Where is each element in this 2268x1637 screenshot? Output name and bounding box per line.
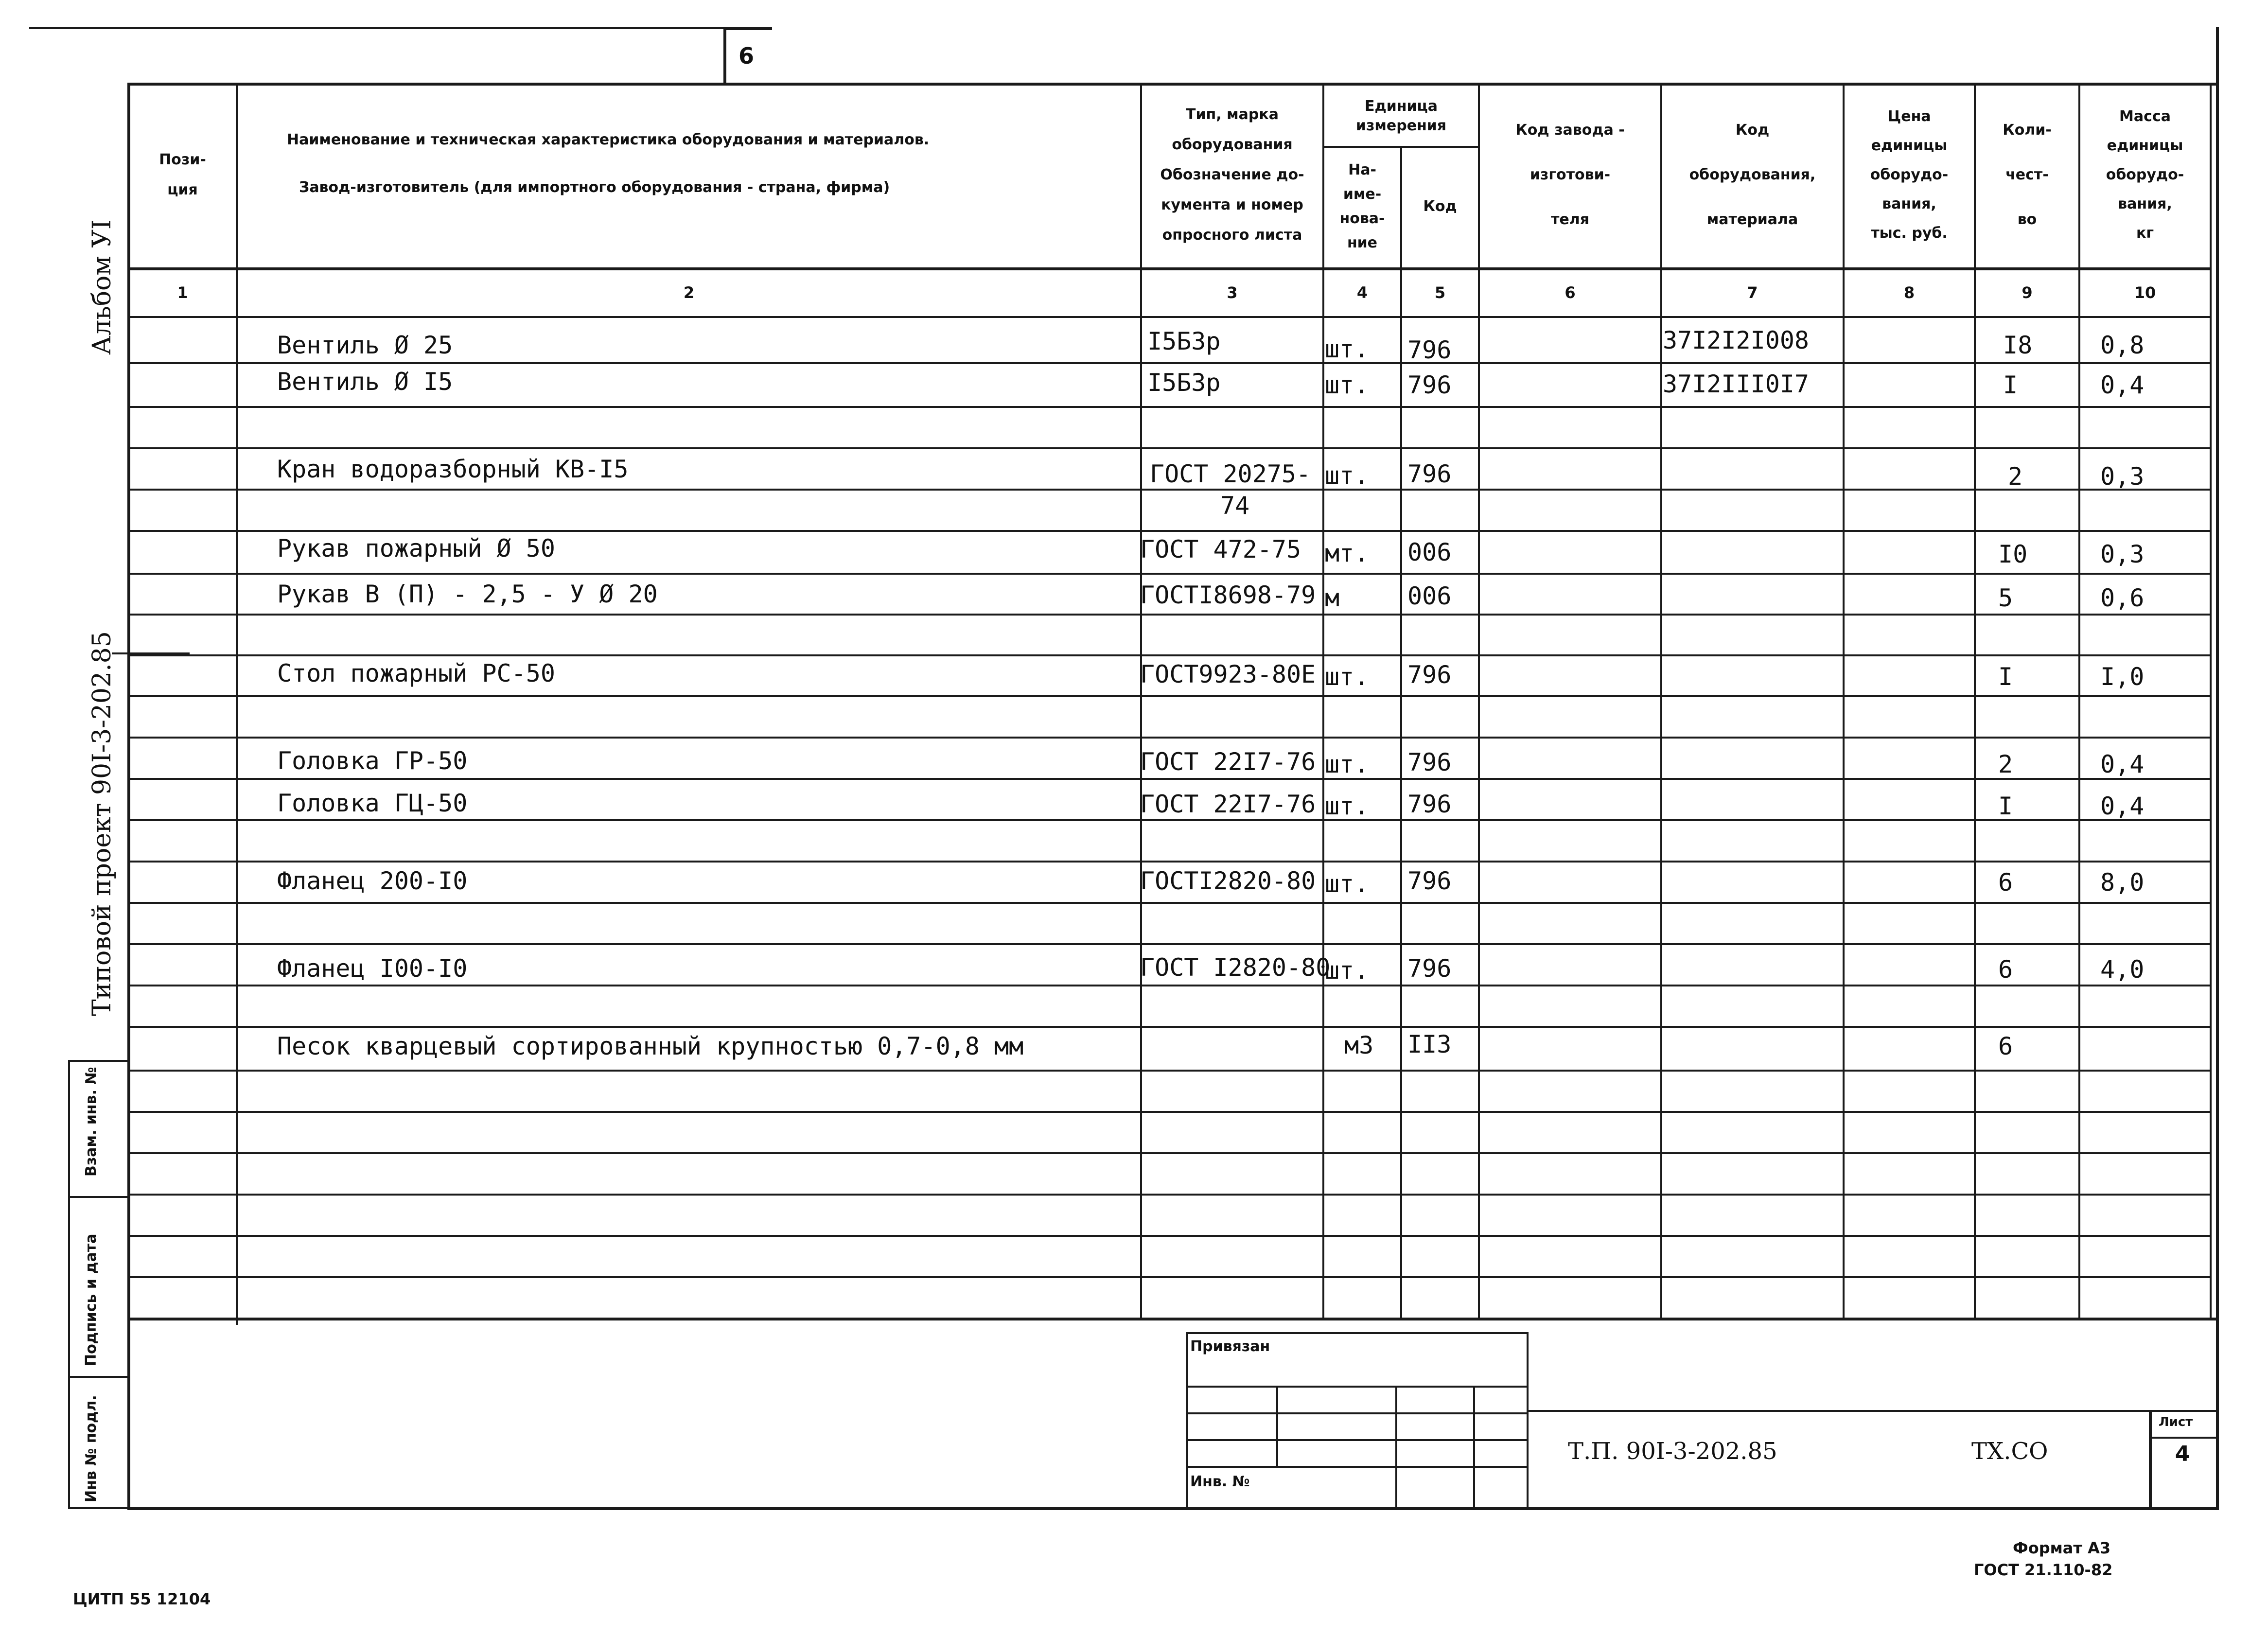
item-type-continued: 74 <box>1220 492 1250 520</box>
item-name: Вентиль Ø I5 <box>277 368 453 396</box>
item-qty: 6 <box>1998 868 2013 897</box>
print-code: ЦИТП 55 12104 <box>73 1590 211 1608</box>
item-qty: 2 <box>1998 750 2013 778</box>
format-label: Формат А3 <box>2013 1539 2111 1557</box>
row-line <box>127 902 2210 904</box>
binding-strip-div2 <box>68 1376 127 1378</box>
header-col2-line2: Завод-изготовитель (для импортного оборудования - страна, фирма) <box>299 179 890 196</box>
row-line <box>127 1070 2210 1072</box>
row-line <box>127 447 2210 449</box>
header-col3: Тип, марка оборудования Обозначение до- кумента и номер опросного листа <box>1160 106 1304 244</box>
row-line <box>127 406 2210 408</box>
stamp-line <box>1186 1466 1527 1468</box>
sheet-number: 4 <box>2175 1441 2190 1466</box>
binding-strip-div1 <box>68 1196 127 1198</box>
title-block-top <box>1527 1410 2216 1412</box>
header-col9: Коли- чест- во <box>2003 122 2052 228</box>
item-unit: м <box>1325 584 1340 612</box>
item-name: Рукав пожарный Ø 50 <box>277 534 555 563</box>
row-line <box>127 530 2210 532</box>
row-line <box>127 861 2210 863</box>
item-unit-code: 796 <box>1407 460 1452 488</box>
header-unit-group: Единица измерения <box>1355 98 1447 134</box>
item-name: Вентиль Ø 25 <box>277 331 453 359</box>
column-number: 1 <box>177 283 188 302</box>
item-mass: 0,6 <box>2100 584 2145 612</box>
header-col4: На- име- нова- ние <box>1339 161 1385 251</box>
row-line <box>127 654 2210 656</box>
column-number: 5 <box>1434 283 1446 302</box>
item-mass: 0,4 <box>2100 792 2145 820</box>
item-name: Стол пожарный РС-50 <box>277 659 555 687</box>
stamp-inner-line <box>1395 1386 1397 1507</box>
sheet-box-divider <box>2149 1437 2216 1439</box>
item-type: ГОСТ 472-75 <box>1140 535 1301 563</box>
item-qty: I8 <box>2003 331 2033 359</box>
item-qty: I <box>1998 663 2013 691</box>
frame-bottom <box>127 1507 2218 1510</box>
item-qty: I0 <box>1998 540 2028 568</box>
item-unit-code: 006 <box>1407 538 1452 566</box>
document-mark: ТХ.СО <box>1971 1438 2048 1465</box>
item-mass: 0,3 <box>2100 540 2145 568</box>
stamp-line <box>1186 1386 1527 1388</box>
item-equip-code: 37I2III0I7 <box>1663 370 1810 398</box>
row-line <box>127 362 2210 364</box>
row-line <box>127 1235 2210 1237</box>
item-unit: шт. <box>1325 461 1369 490</box>
row-line <box>127 819 2210 821</box>
stamp-line <box>1186 1412 1527 1414</box>
column-number: 3 <box>1227 283 1238 302</box>
column-number: 6 <box>1565 283 1576 302</box>
item-type: ГОСТI8698-79 <box>1140 581 1316 609</box>
header-col8: Цена единицы оборудо- вания, тыс. руб. <box>1870 108 1949 242</box>
item-type: I5Б3р <box>1147 369 1221 397</box>
header-col10: Масса единицы оборудо- вания, кг <box>2106 108 2184 242</box>
sheet-corner-number: 6 <box>738 43 754 69</box>
binding-strip-left <box>68 1060 70 1507</box>
row-line <box>127 573 2210 575</box>
column-number: 2 <box>683 283 695 302</box>
format-gost: ГОСТ 21.110-82 <box>1974 1561 2113 1579</box>
item-unit-code: 796 <box>1407 371 1452 399</box>
item-unit-code: 796 <box>1407 661 1452 689</box>
item-unit: шт. <box>1325 956 1369 985</box>
binding-strip-bottom <box>68 1507 127 1509</box>
frame-right <box>2216 27 2219 1510</box>
row-line <box>127 1111 2210 1113</box>
table-bottom <box>127 1318 2216 1320</box>
row-line <box>127 489 2210 491</box>
item-type: ГОСТ 20275- <box>1150 460 1311 488</box>
item-name: Песок кварцевый сортированный крупностью 0,7-0,8 мм <box>277 1032 1024 1060</box>
item-type: ГОСТ9923-80Е <box>1140 660 1316 688</box>
side-label-inv-podl: Инв № подл. <box>83 1395 100 1502</box>
item-unit: шт. <box>1325 750 1369 778</box>
side-label-album: Альбом УI <box>88 219 117 355</box>
item-type: ГОСТ 22I7-76 <box>1140 790 1316 818</box>
stamp-block-top <box>1186 1332 1527 1334</box>
item-unit-code: 006 <box>1407 582 1452 610</box>
column-number: 8 <box>1903 283 1915 302</box>
item-unit: мт. <box>1325 539 1369 567</box>
row-line <box>127 985 2210 986</box>
item-type: ГОСТ I2820-80 <box>1140 953 1331 982</box>
item-equip-code: 37I2I2I008 <box>1663 326 1810 354</box>
stamp-inv-no: Инв. № <box>1190 1473 1250 1490</box>
stamp-block-left <box>1186 1332 1188 1507</box>
row-line <box>127 1152 2210 1154</box>
item-unit: шт. <box>1325 792 1369 820</box>
item-unit: шт. <box>1325 663 1369 691</box>
item-mass: 0,4 <box>2100 371 2145 399</box>
row-line <box>127 1194 2210 1196</box>
stamp-inner-line <box>1276 1386 1278 1466</box>
item-qty: 5 <box>1998 584 2013 612</box>
item-mass: 0,4 <box>2100 750 2145 778</box>
item-unit: шт. <box>1325 371 1369 399</box>
item-mass: 0,3 <box>2100 462 2145 491</box>
item-type: ГОСТI2820-80 <box>1140 867 1316 895</box>
item-type: ГОСТ 22I7-76 <box>1140 748 1316 776</box>
stamp-block-right <box>1527 1332 1529 1507</box>
item-unit-code: 796 <box>1407 867 1452 895</box>
item-name: Кран водоразборный КВ-I5 <box>277 455 629 483</box>
item-name: Фланец 200-I0 <box>277 867 468 895</box>
item-qty: I <box>1998 792 2013 820</box>
side-label-podpis: Подпись и дата <box>83 1233 100 1366</box>
column-number: 7 <box>1747 283 1758 302</box>
item-mass: 4,0 <box>2100 955 2145 984</box>
item-qty: I <box>2003 371 2018 399</box>
item-unit: м3 <box>1344 1031 1374 1059</box>
item-name: Головка ГЦ-50 <box>277 789 468 817</box>
item-mass: 0,8 <box>2100 331 2145 359</box>
header-col5: Код <box>1423 198 1457 215</box>
header-col6: Код завода - изготови- теля <box>1515 122 1625 228</box>
col-line-11 <box>2210 83 2212 1318</box>
column-number: 4 <box>1356 283 1368 302</box>
item-name: Головка ГР-50 <box>277 747 468 775</box>
item-unit-code: 796 <box>1407 790 1452 818</box>
number-row-bottom <box>127 316 2210 318</box>
item-qty: 2 <box>2008 462 2023 491</box>
item-unit: шт. <box>1325 870 1369 898</box>
item-unit: шт. <box>1325 335 1369 363</box>
item-qty: 6 <box>1998 955 2013 984</box>
item-unit-code: 796 <box>1407 748 1452 776</box>
row-line <box>127 737 2210 739</box>
row-line <box>127 695 2210 697</box>
stamp-privyazan: Привязан <box>1190 1338 1270 1355</box>
item-type: I5Б3р <box>1147 327 1221 355</box>
row-line <box>127 1026 2210 1028</box>
side-label-project: Типовой проект 90I-3-202.85 <box>88 631 117 1016</box>
header-col2-line1: Наименование и техническая характеристика оборудования и материалов. <box>287 131 930 148</box>
item-qty: 6 <box>1998 1032 2013 1060</box>
row-line <box>127 1276 2210 1278</box>
row-line <box>127 943 2210 945</box>
item-name: Рукав В (П) - 2,5 - У Ø 20 <box>277 580 658 608</box>
item-name: Фланец I00-I0 <box>277 954 468 983</box>
column-number: 9 <box>2022 283 2033 302</box>
item-mass: 8,0 <box>2100 868 2145 897</box>
sheet-label: Лист <box>2159 1415 2193 1429</box>
stamp-line <box>1186 1439 1527 1441</box>
item-unit-code: II3 <box>1407 1030 1452 1058</box>
item-mass: I,0 <box>2100 663 2145 691</box>
unit-group-divider <box>1322 146 1478 148</box>
item-unit-code: 796 <box>1407 954 1452 983</box>
row-line <box>127 614 2210 616</box>
side-label-vzam-inv: Взам. инв. № <box>83 1067 100 1177</box>
header-col1: Пози- ция <box>159 151 206 198</box>
top-trim-line <box>29 27 724 29</box>
column-number: 10 <box>2134 283 2156 302</box>
binding-strip-top <box>68 1060 127 1062</box>
document-code: Т.П. 90I-3-202.85 <box>1568 1438 1777 1465</box>
item-unit-code: 796 <box>1407 336 1452 364</box>
header-col7: Код оборудования, материала <box>1689 122 1816 228</box>
stamp-inner-line <box>1473 1386 1475 1507</box>
col-line-5 <box>1400 146 1402 1318</box>
row-line <box>127 778 2210 780</box>
